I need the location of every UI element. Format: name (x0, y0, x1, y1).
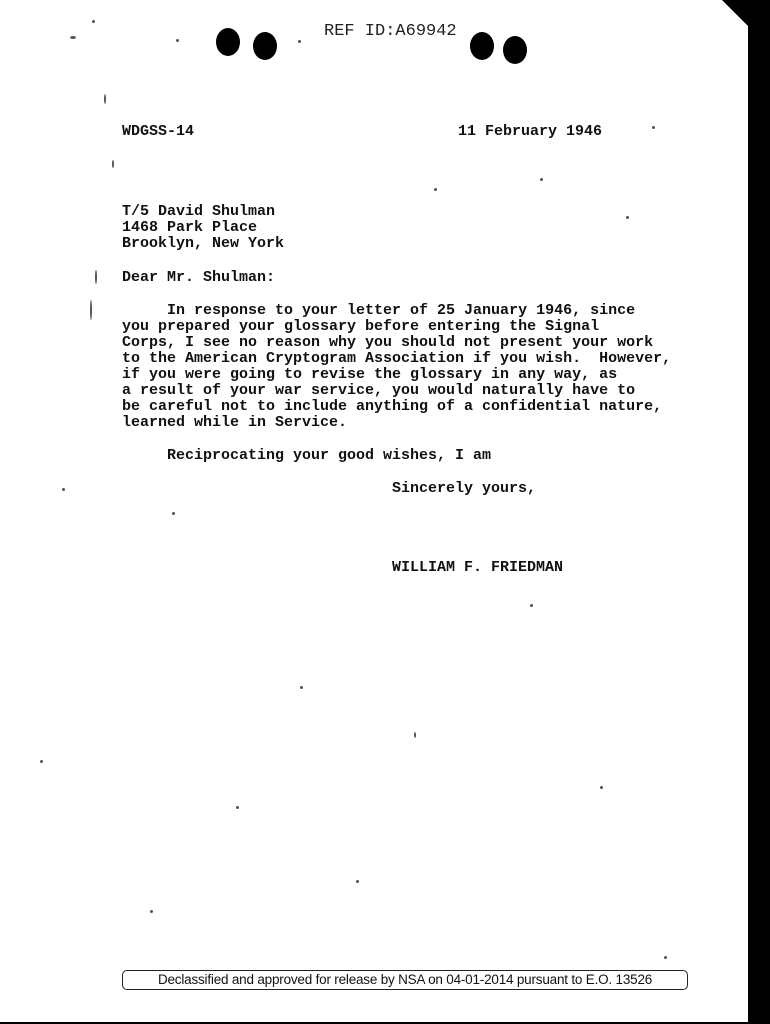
declassification-stamp: Declassified and approved for release by NSA on 04-01-2014 pursuant to E.O. 13526 (122, 970, 688, 990)
body-line: a result of your war service, you would naturally have to (122, 382, 636, 399)
body-line: learned while in Service. (122, 414, 348, 431)
recipient-line: Brooklyn, New York (122, 235, 285, 252)
complimentary-close: Sincerely yours, (392, 480, 537, 497)
punch-hole-middle (253, 32, 277, 60)
punch-hole-left (216, 28, 240, 56)
body-line: Corps, I see no reason why you should not present your work (122, 334, 654, 351)
signature-block: WILLIAM F. FRIEDMAN (392, 559, 564, 576)
punch-hole-right (470, 32, 494, 60)
page-corner-fold (722, 0, 748, 26)
recipient-line: 1468 Park Place (122, 219, 258, 236)
body-line: you prepared your glossary before entering the Signal (122, 318, 600, 335)
reference-id: REF ID:A69942 (324, 22, 457, 41)
body-line: be careful not to include anything of a confidential nature, (122, 398, 663, 415)
punch-hole-far-right (503, 36, 527, 64)
body-line: if you were going to revise the glossary in any way, as (122, 366, 618, 383)
body-line: In response to your letter of 25 January 1946, since (122, 302, 636, 319)
file-code: WDGSS-14 (122, 123, 195, 140)
recipient-line: T/5 David Shulman (122, 203, 276, 220)
body-line: to the American Cryptogram Association if you wish. However, (122, 350, 672, 367)
closing-line: Reciprocating your good wishes, I am (167, 447, 492, 464)
letter-date: 11 February 1946 (458, 123, 603, 140)
salutation: Dear Mr. Shulman: (122, 269, 276, 286)
